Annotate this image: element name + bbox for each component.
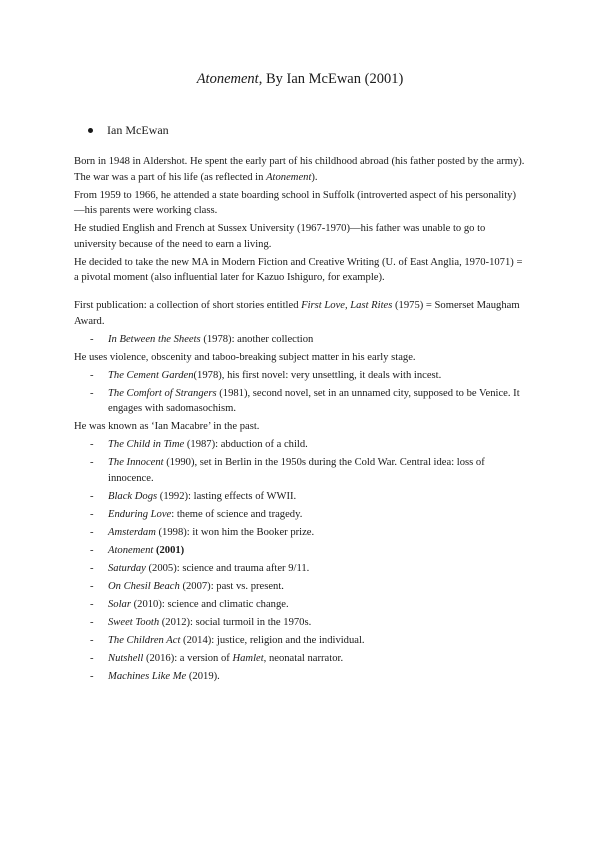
dash-marker: -	[90, 439, 94, 450]
work-note: (2016): a version of	[143, 652, 233, 664]
dash-marker: -	[90, 652, 94, 664]
title-author-year: , By Ian McEwan (2001)	[258, 71, 404, 87]
bio-paragraph	[74, 255, 526, 286]
work-note: (2012): social turmoil in the 1970s.	[159, 616, 312, 628]
list-item	[74, 437, 526, 453]
list-item	[74, 489, 526, 505]
list-item	[74, 543, 526, 559]
work-title: Nutshell	[108, 652, 144, 664]
work-title: Enduring Love	[108, 508, 172, 520]
first-pub-text: (1975) = Somerset Maugham Award.	[74, 300, 520, 327]
first-pub-text: First publication: a collection of short stories entitled	[74, 300, 302, 311]
dash-marker: -	[90, 616, 94, 628]
work-title: On Chesil Beach	[108, 580, 180, 592]
work-title: Solar	[108, 598, 131, 610]
work-title: Amsterdam	[108, 526, 156, 538]
work-title: In Between the Sheets	[108, 333, 201, 345]
dash-marker: -	[90, 670, 94, 682]
page-title	[0, 70, 600, 88]
dash-marker: -	[90, 333, 94, 345]
list-item	[74, 386, 526, 417]
author-heading-label: Ian McEwan	[107, 123, 169, 137]
work-note: (1990), set in Berlin in the 1950s during the Cold War. Central idea: loss of innocence.	[108, 457, 485, 484]
list-item	[74, 579, 526, 595]
work-title: The Child in Time	[108, 439, 185, 450]
work-note: , neonatal narrator.	[263, 652, 344, 664]
work-title: Saturday	[108, 562, 146, 574]
work-title: Machines Like Me	[108, 670, 187, 682]
list-item	[74, 651, 526, 667]
work-note: (2019).	[186, 670, 220, 682]
dash-marker: -	[90, 369, 94, 381]
work-title: Atonement	[108, 544, 154, 556]
dash-marker: -	[90, 508, 94, 520]
list-item	[74, 633, 526, 649]
first-pub-title: First Love, Last Rites	[301, 300, 393, 311]
bio-text: From 1959 to 1966, he attended a state boarding school in Suffolk (introverted aspect of his personality)—his parents were working class.	[74, 189, 516, 216]
work-note: (1978), his first novel: very unsettling, it deals with incest.	[193, 369, 442, 381]
dash-marker: -	[90, 490, 94, 502]
macabre-text: He was known as ‘Ian Macabre’ in the past.	[74, 421, 260, 432]
author-heading	[88, 122, 169, 138]
dash-marker: -	[90, 457, 94, 468]
dash-marker: -	[90, 526, 94, 538]
work-title: Black Dogs	[108, 490, 158, 502]
work-note: (2007): past vs. present.	[179, 580, 284, 592]
works-section	[74, 298, 526, 687]
bio-paragraph	[74, 188, 526, 219]
work-note: (1992): lasting effects of WWII.	[157, 490, 297, 502]
work-reference-title: Hamlet	[232, 652, 264, 664]
dash-marker: -	[90, 562, 94, 574]
list-item	[74, 597, 526, 613]
work-note: (1981), second novel, set in an unnamed city, supposed to be Venice. It engages with sadomasochism.	[108, 387, 520, 414]
list-item	[74, 669, 526, 685]
work-title: The Comfort of Strangers	[108, 387, 217, 399]
bio-text: He decided to take the new MA in Modern Fiction and Creative Writing (U. of East Anglia, 1970-1071) = a pivotal moment (also influential later for Kazuo Ishiguro, for example).	[74, 256, 523, 283]
work-title: The Innocent	[108, 457, 164, 468]
bio-paragraph	[74, 154, 526, 185]
bio-section	[74, 154, 526, 288]
work-note: (2014): justice, religion and the individual.	[180, 634, 365, 646]
bio-text: ).	[311, 171, 318, 183]
early-works-list	[74, 368, 526, 417]
list-item	[74, 455, 526, 486]
later-works-list	[74, 437, 526, 684]
list-item	[74, 332, 526, 348]
title-book-name: Atonement	[196, 71, 259, 87]
early-stage-text: He uses violence, obscenity and taboo-breaking subject matter in his early stage.	[74, 351, 416, 363]
work-title: The Cement Garden	[108, 369, 194, 381]
list-item	[74, 507, 526, 523]
work-year-bold: (2001)	[153, 544, 185, 556]
work-title: Sweet Tooth	[108, 616, 160, 628]
list-item	[74, 561, 526, 577]
first-publication	[74, 298, 526, 329]
list-item	[74, 615, 526, 631]
dash-marker: -	[90, 634, 94, 646]
dash-marker: -	[90, 387, 94, 399]
work-title: The Children Act	[108, 634, 181, 646]
work-note: (2005): science and trauma after 9/11.	[145, 562, 310, 574]
bio-paragraph	[74, 221, 526, 252]
first-pub-list	[74, 332, 526, 348]
list-item	[74, 368, 526, 384]
bio-italic: Atonement	[266, 171, 312, 183]
work-note: (1987): abduction of a child.	[184, 439, 308, 450]
dash-marker: -	[90, 580, 94, 592]
bio-text: He studied English and French at Sussex University (1967-1970)—his father was unable to go to university because of the need to earn a living.	[74, 223, 486, 250]
work-note: (1998): it won him the Booker prize.	[155, 526, 315, 538]
bio-text: Born in 1948 in Aldershot. He spent the early part of his childhood abroad (his father posted by the army). The war was a part of his life (as reflected in	[74, 156, 525, 183]
bullet-icon	[88, 128, 93, 133]
dash-marker: -	[90, 544, 94, 556]
dash-marker: -	[90, 598, 94, 610]
work-note: (2010): science and climatic change.	[130, 598, 289, 610]
list-item	[74, 525, 526, 541]
work-note: (1978): another collection	[200, 333, 314, 345]
work-note: : theme of science and tragedy.	[171, 508, 303, 520]
